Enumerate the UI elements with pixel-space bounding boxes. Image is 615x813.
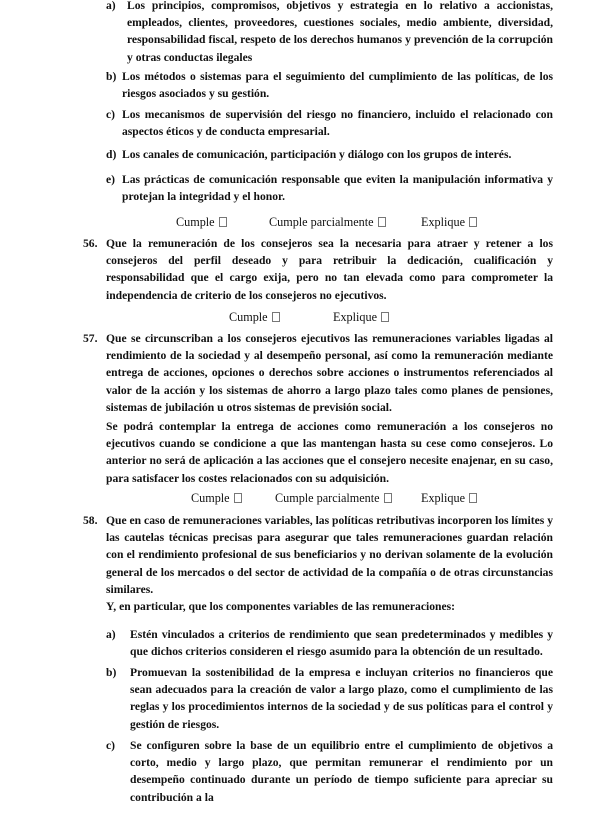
item-e-label: e) [106, 173, 116, 186]
item-b-text: Los métodos o sistemas para el seguimiento del cumplimiento de las políticas, de los riesgos asociados y su gestión. [122, 70, 553, 101]
item-e-text: Las prácticas de comunicación responsable que eviten la manipulación informativa y protejan la integridad y el honor. [122, 173, 553, 204]
checkbox-icon[interactable] [378, 217, 386, 227]
checkbox-icon[interactable] [469, 493, 477, 503]
recommendation-58-number: 58. [83, 514, 98, 527]
item-b-label: b) [106, 70, 117, 83]
recommendation-57-paragraph-2: Se podrá contemplar la entrega de acciones como remuneración a los consejeros no ejecutivos cuando se condicione a que las mantengan hasta su cese como consejeros. Lo anterior no será de aplicación a las acciones que el consejero necesite enajenar, en su caso, para satisfacer los costes relacionados con su adquisición. [106, 420, 553, 485]
item-a-text: Los principios, compromisos, objetivos y estrategia en lo relativo a accionistas, empleados, clientes, proveedores, cuestiones sociales, medio ambiente, diversidad, responsabilidad fiscal, respeto de los derechos humanos y prevención de la corrupción y otras conductas ilegales [127, 0, 553, 64]
recommendation-57-text: Que se circunscriban a los consejeros ejecutivos las remuneraciones variables ligadas al rendimiento de la sociedad y al desempeño personal, así como la remuneración mediante entrega de acciones, opciones o derechos sobre acciones o instrumentos referenciados al valor de la acción y los sistemas de ahorro a largo plazo tales como planes de pensiones, sistemas de jubilación u otros sistemas de previsión social. [106, 332, 553, 414]
item-c-label: c) [106, 108, 116, 121]
option-cumple[interactable] [191, 490, 242, 506]
option-label: Cumple parcialmente [275, 491, 380, 505]
item-d-text: Los canales de comunicación, participación y diálogo con los grupos de interés. [122, 148, 512, 161]
item-b-text: Promuevan la sostenibilidad de la empresa e incluyan criterios no financieros que sean adecuados para la creación de valor a largo plazo, como el cumplimiento de las reglas y los procedimientos internos de la sociedad y de sus políticas para el control y gestión de riesgos. [130, 666, 553, 731]
item-a-text: Estén vinculados a criterios de rendimiento que sean predeterminados y medibles y que dichos criterios consideren el riesgo asumido para la obtención de un resultado. [130, 628, 553, 659]
checkbox-icon[interactable] [272, 312, 280, 322]
recommendation-58-paragraph-2: Y, en particular, que los componentes variables de las remuneraciones: [106, 600, 455, 613]
recommendation-56-number: 56. [83, 237, 98, 250]
option-cumple-parcialmente[interactable] [269, 214, 386, 230]
item-c-text: Se configuren sobre la base de un equilibrio entre el cumplimiento de objetivos a corto, medio y largo plazo, que permitan remunerar el rendimiento por un desempeño continuado durante un período de tiempo suficiente para apreciar su contribución a la [130, 739, 553, 804]
option-label: Explique [333, 310, 378, 324]
item-c-label: c) [106, 739, 116, 752]
option-label: Explique [421, 215, 466, 229]
option-cumple-parcialmente[interactable] [275, 490, 392, 506]
item-a-label: a) [106, 0, 116, 12]
option-cumple[interactable] [229, 309, 280, 325]
option-label: Cumple parcialmente [269, 215, 374, 229]
option-explique[interactable] [333, 309, 389, 325]
option-label: Cumple [191, 491, 230, 505]
option-explique[interactable] [421, 490, 477, 506]
item-b-label: b) [106, 666, 117, 679]
item-d-label: d) [106, 148, 117, 161]
option-label: Cumple [176, 215, 215, 229]
option-explique[interactable] [421, 214, 477, 230]
option-label: Explique [421, 491, 466, 505]
checkbox-icon[interactable] [234, 493, 242, 503]
checkbox-icon[interactable] [469, 217, 477, 227]
recommendation-57-number: 57. [83, 332, 98, 345]
option-label: Cumple [229, 310, 268, 324]
checkbox-icon[interactable] [384, 493, 392, 503]
checkbox-icon[interactable] [219, 217, 227, 227]
recommendation-58-text: Que en caso de remuneraciones variables, las políticas retributivas incorporen los límites y las cautelas técnicas precisas para asegurar que tales remuneraciones guardan relación con el rendimiento profesional de sus beneficiarios y no derivan solamente de la evolución general de los mercados o del sector de actividad de la compañía o de otras circunstancias similares. [106, 514, 553, 596]
recommendation-56-text: Que la remuneración de los consejeros sea la necesaria para atraer y retener a los consejeros del perfil deseado y para retribuir la dedicación, cualificación y responsabilidad que el cargo exija, pero no tan elevada como para comprometer la independencia de criterio de los consejeros no ejecutivos. [106, 237, 553, 302]
checkbox-icon[interactable] [381, 312, 389, 322]
item-a-label: a) [106, 628, 116, 641]
option-cumple[interactable] [176, 214, 227, 230]
item-c-text: Los mecanismos de supervisión del riesgo no financiero, incluido el relacionado con aspectos éticos y de conducta empresarial. [122, 108, 553, 139]
